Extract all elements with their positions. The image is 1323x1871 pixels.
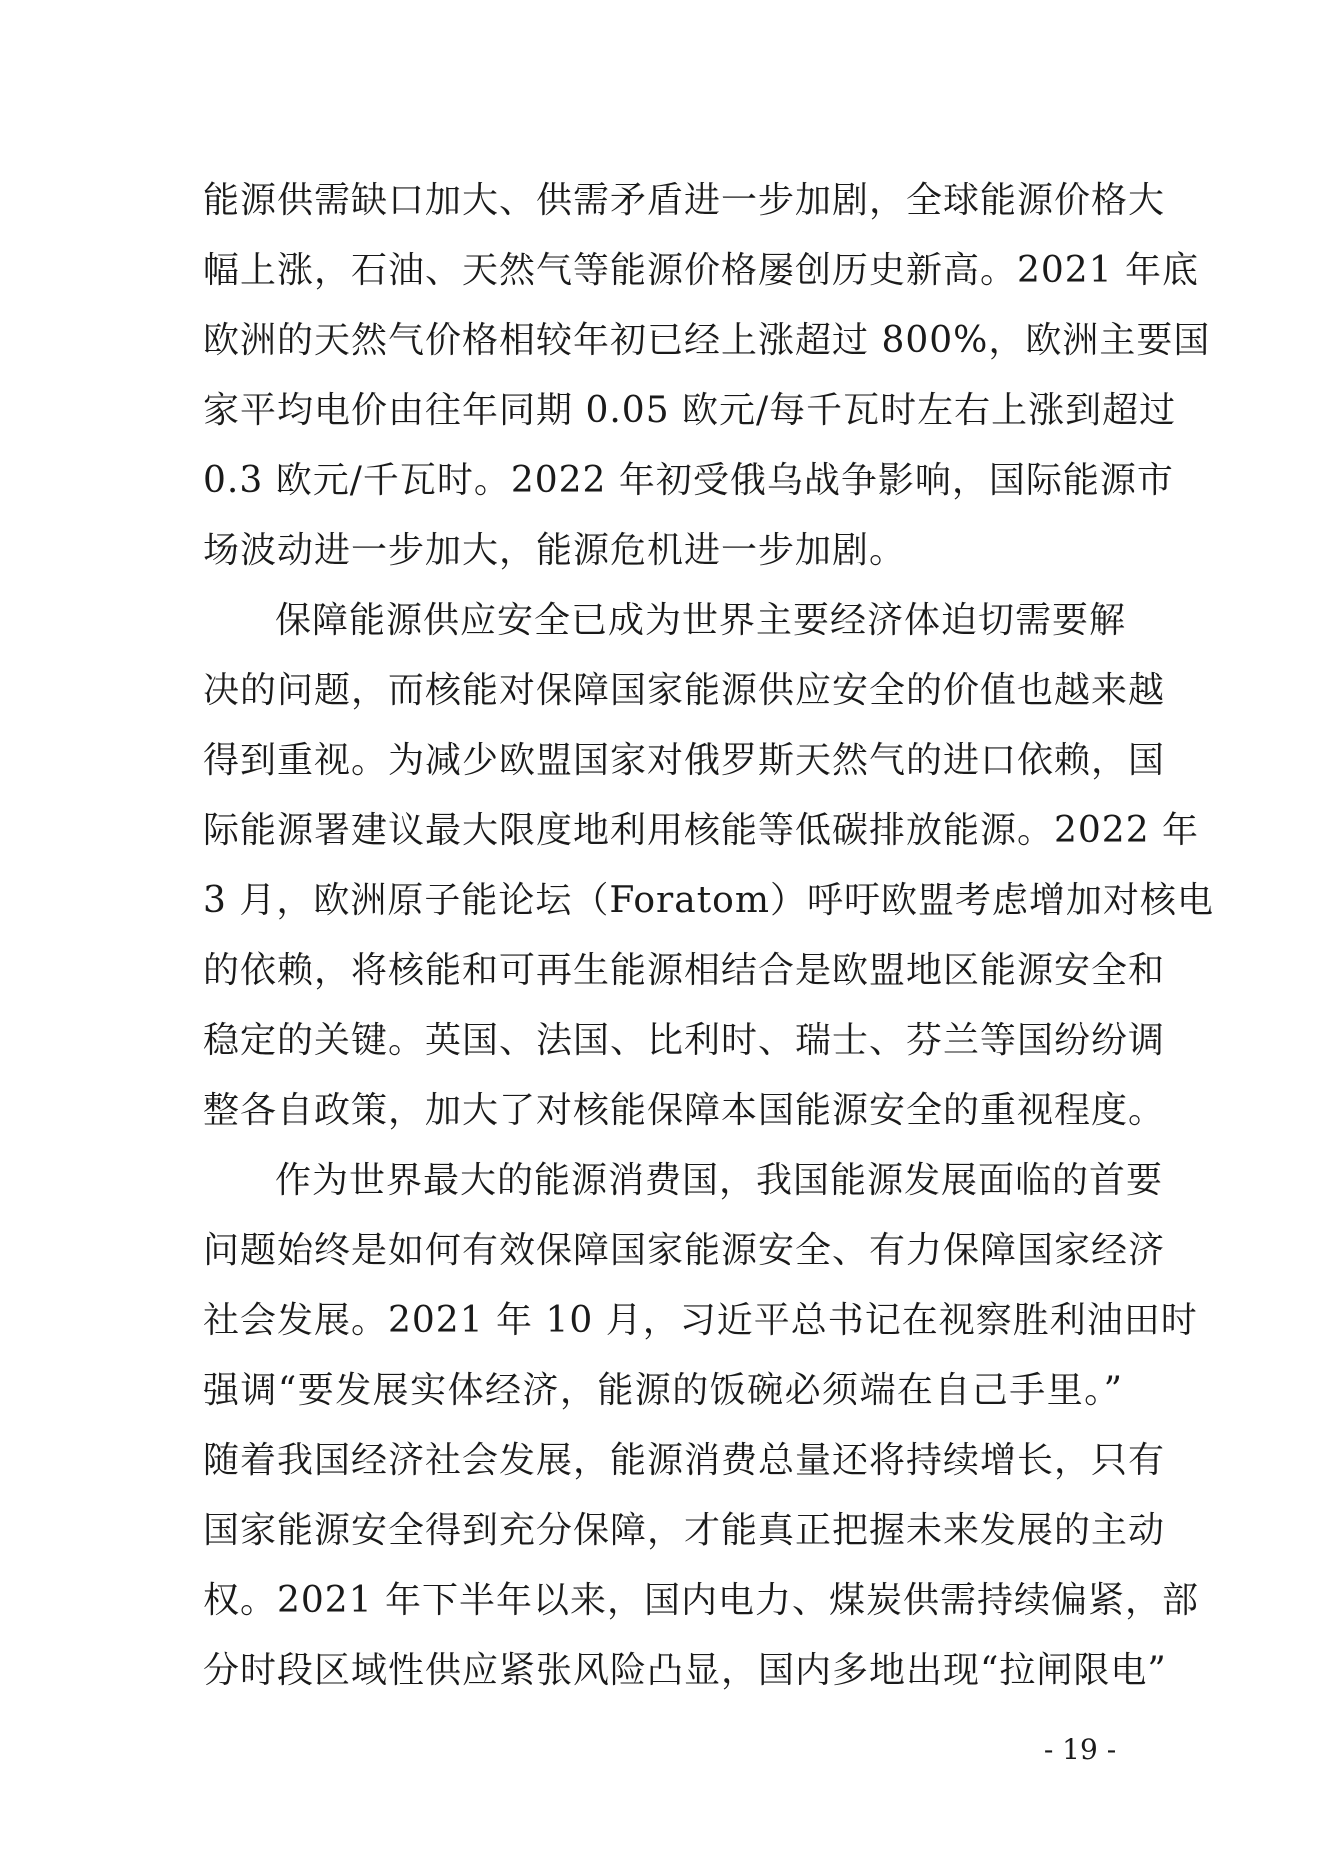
paragraph-1-line: 0.3 欧元/千瓦时。2022 年初受俄乌战争影响，国际能源市	[203, 460, 1174, 501]
paragraph-2-line: 稳定的关键。英国、法国、比利时、瑞士、芬兰等国纷纷调	[203, 1020, 1166, 1061]
paragraph-2-line: 整各自政策，加大了对核能保障本国能源安全的重视程度。	[203, 1090, 1166, 1131]
paragraph-1-line: 幅上涨，石油、天然气等能源价格屡创历史新高。2021 年底	[203, 250, 1200, 291]
paragraph-3-line: 随着我国经济社会发展，能源消费总量还将持续增长，只有	[203, 1440, 1166, 1481]
body-text	[203, 166, 1214, 1706]
paragraph-2-line: 的依赖，将核能和可再生能源相结合是欧盟地区能源安全和	[203, 950, 1166, 991]
paragraph-2-line: 决的问题，而核能对保障国家能源供应安全的价值也越来越	[203, 670, 1166, 711]
paragraph-3-line: 作为世界最大的能源消费国，我国能源发展面临的首要	[275, 1160, 1164, 1201]
paragraph-3-line: 权。2021 年下半年以来，国内电力、煤炭供需持续偏紧，部	[203, 1580, 1200, 1621]
paragraph-2-line: 得到重视。为减少欧盟国家对俄罗斯天然气的进口依赖，国	[203, 740, 1166, 781]
paragraph-2-line: 3 月，欧洲原子能论坛（Foratom）呼吁欧盟考虑增加对核电	[203, 880, 1214, 921]
paragraph-1-line: 欧洲的天然气价格相较年初已经上涨超过 800%，欧洲主要国	[203, 320, 1211, 361]
paragraph-1-line: 能源供需缺口加大、供需矛盾进一步加剧，全球能源价格大	[203, 180, 1166, 221]
paragraph-1-line: 家平均电价由往年同期 0.05 欧元/每千瓦时左右上涨到超过	[203, 390, 1177, 431]
paragraph-3-line: 分时段区域性供应紧张风险凸显，国内多地出现“拉闸限电”	[203, 1650, 1167, 1691]
paragraph-3-line: 强调“要发展实体经济，能源的饭碗必须端在自己手里。”	[203, 1370, 1123, 1411]
page-number: - 19 -	[1043, 1733, 1117, 1766]
paragraph-3-line: 社会发展。2021 年 10 月，习近平总书记在视察胜利油田时	[203, 1300, 1198, 1341]
paragraph-1-line: 场波动进一步加大，能源危机进一步加剧。	[203, 530, 907, 571]
paragraph-3-line: 问题始终是如何有效保障国家能源安全、有力保障国家经济	[203, 1230, 1166, 1271]
paragraph-2-line: 保障能源供应安全已成为世界主要经济体迫切需要解	[275, 600, 1127, 641]
paragraph-3-line: 国家能源安全得到充分保障，才能真正把握未来发展的主动	[203, 1510, 1166, 1551]
paragraph-2-line: 际能源署建议最大限度地利用核能等低碳排放能源。2022 年	[203, 810, 1200, 851]
